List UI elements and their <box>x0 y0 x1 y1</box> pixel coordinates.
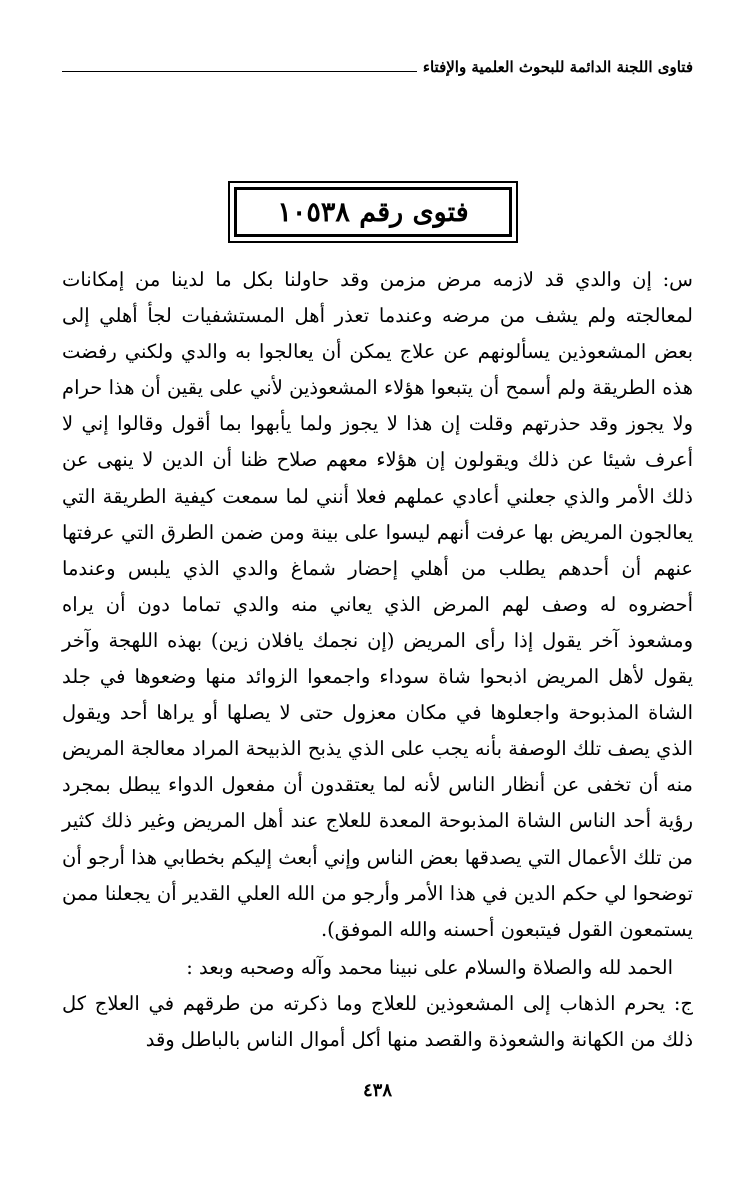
fatwa-number-box <box>228 181 518 243</box>
main-content <box>62 262 693 1058</box>
question-paragraph: س: إن والدي قد لازمه مرض مزمن وقد حاولنا بكل ما لدينا من إمكانات لمعالجته ولم يشف من مرضه وعندما تعذر أهل المستشفيات لجأ أهلي إلى بعض المشعوذين يسألونهم عن علاج يمكن أن يعالجوا به والدي ولكني رفضت هذه الطريقة ولم أسمح أن يتبعوا هؤلاء المشعوذين لأني على يقين أن هذا حرام ولا يجوز وقد حذرتهم وقلت إن هذا لا يجوز ولما يأبهوا بما أقول وقالوا إني لا أعرف شيئا عن ذلك ويقولون إن هؤلاء معهم صلاح ظنا أن الدين لا ينهى عن ذلك الأمر والذي جعلني أعادي عملهم فعلا أنني لما سمعت كيفية الطريقة التي يعالجون المريض بها عرفت أنهم ليسوا على بينة ومن ضمن الطرق التي عرفتها عنهم أن أحدهم يطلب من أهلي إحضار شماغ والدي الذي يلبس وعندما أحضروه له وصف لهم المرض الذي يعاني منه والدي تماما دون أن يراه ومشعوذ آخر يقول إذا رأى المريض (إن نجمك يافلان زين) بهذه اللهجة وآخر يقول لأهل المريض اذبحوا شاة سوداء واجمعوا الزوائد منها وضعوها في جلد الشاة المذبوحة واجعلوها في مكان معزول حتى لا يصلها أو يراها أحد ويقول الذي يصف تلك الوصفة بأنه يجب على الذي يذبح الذبيحة المراد معالجة المريض منه أن تخفى عن أنظار الناس لأنه لما يعتقدون أن مفعول الدواء يبطل بمجرد رؤية أحد الناس الشاة المذبوحة المعدة للعلاج عند أهل المريض وغير ذلك كثير من تلك الأعمال التي يصدقها بعض الناس وإني أبعث إليكم بخطابي هذا أرجو أن توضحوا لي حكم الدين في هذا الأمر وأرجو من الله العلي القدير أن يجعلنا ممن يستمعون القول فيتبعون أحسنه والله الموفق). <box>62 268 693 941</box>
page-number: ٤٣٨ <box>362 1080 392 1101</box>
fatwa-number-label: فتوى رقم ١٠٥٣٨ <box>234 187 512 237</box>
salutation-line: الحمد لله والصلاة والسلام على نبينا محمد وآله وصحبه وبعد : <box>186 955 673 979</box>
book-title: فتاوى اللجنة الدائمة للبحوث العلمية والإفتاء <box>422 58 693 76</box>
running-header <box>62 58 693 76</box>
header-rule <box>62 71 417 72</box>
answer-paragraph: ج: يحرم الذهاب إلى المشعوذين للعلاج وما ذكرته من طرقهم في العلاج كل ذلك من الكهانة والشعوذة والقصد منها أكل أموال الناس بالباطل وقد <box>62 991 693 1051</box>
